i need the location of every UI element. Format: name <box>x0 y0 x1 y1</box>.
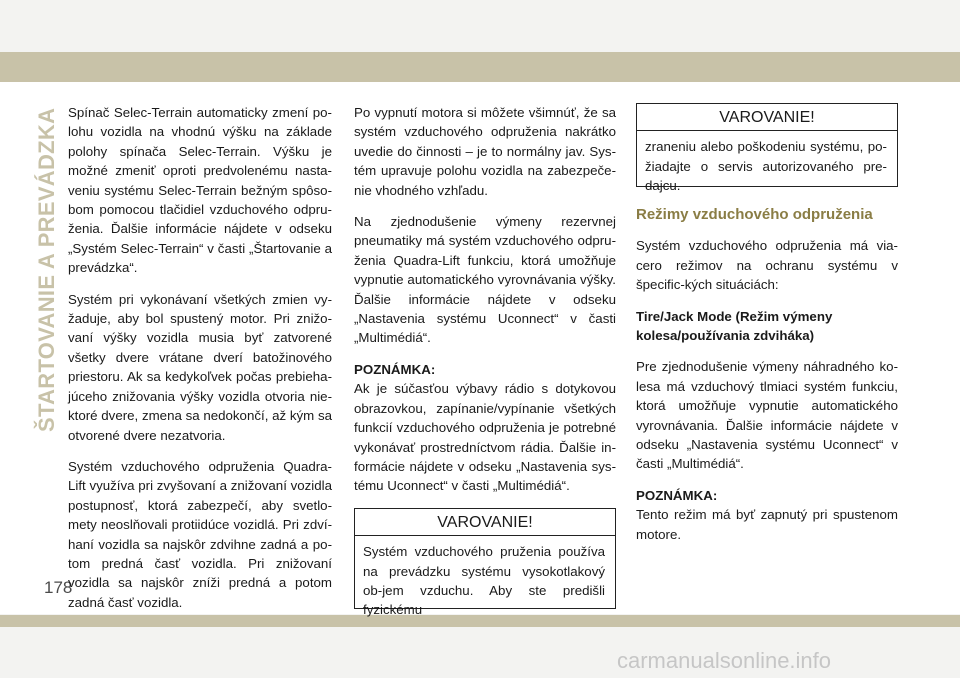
chapter-side-title: ŠTARTOVANIE A PREVÁDZKA <box>34 107 59 432</box>
warning-box <box>354 508 616 618</box>
header-stripe <box>0 52 960 82</box>
paragraph: Systém vzduchového odpruženia Quadra-Lift využíva pri zvyšovaní a znižovaní vozidla postupnosť, ktorá zabezpečí, aby svetlo-mety neoslňovali protiidúce vozidlá. Pri zdví-haní vozidla sa najskôr zdvihne zadná a po-tom predná časť vozidla. Pri znižovaní vozidla sa najskôr zníži predná a potom zadná časť vozidla. <box>68 458 332 610</box>
note-heading: POZNÁMKA: <box>354 361 436 377</box>
column-1 <box>68 103 332 624</box>
subsection-heading: Tire/Jack Mode (Režim výmeny kolesa/používania zdviháka) <box>636 308 833 344</box>
section-heading: Režimy vzduchového odpruženia <box>636 206 873 223</box>
column-3 <box>636 103 898 556</box>
note-text: Ak je súčasťou výbavy rádio s dotykovou obrazovkou, zapínanie/vypínanie všetkých funkcií vzduchového odpruženia je potrebné vykonávať prostredníctvom rádia. Ďalšie in-formácie nájdete v odseku „Nastavenia sys-tému Uconnect“ v časti „Multimédiá“. <box>354 381 616 494</box>
paragraph: Systém pri vykonávaní všetkých zmien vy-žaduje, aby bol spustený motor. Pri znižo-vaní výšky vozidla musia byť zatvorené všetky dvere vrátane dverí batožinového priestoru. Ak sa kedykoľvek počas prebieha-júceho znižovania výšky vozidla otvoria nie-ktoré dvere, zmena sa nedokončí, až kým sa otvorené dvere nezatvoria. <box>68 291 332 443</box>
note-heading: POZNÁMKA: <box>636 487 718 503</box>
paragraph: Systém vzduchového odpruženia má via-cero režimov na ochranu systému v špecific-kých situáciách: <box>636 238 898 293</box>
warning-text: Systém vzduchového pruženia používa na prevádzku systému vysokotlakový ob-jem vzduchu. Aby ste predišli fyzickému <box>363 544 605 618</box>
warning-text: zraneniu alebo poškodeniu systému, po-žiadajte o servis autorizovaného pre-dajcu. <box>645 139 887 194</box>
watermark: carmanualsonline.info <box>617 648 832 673</box>
paragraph: Po vypnutí motora si môžete všimnúť, že sa systém vzduchového odpruženia nakrátko uvedie do činnosti – je to normálny jav. Sys-tém upravuje polohu vozidla na zabezpeče-nie vhodného vzhľadu. <box>354 105 616 198</box>
warning-box-continued <box>636 103 898 194</box>
paragraph: Na zjednodušenie výmeny rezervnej pneumatiky má systém vzduchového odpru-ženia Quadra-Lift funkciu, ktorá umožňuje vypnutie automatického vyrovnávania výšky. Ďalšie informácie nájdete v odseku „Nastavenia systému Uconnect“ v časti „Multimédiá“. <box>354 214 616 346</box>
warning-title: VAROVANIE! <box>637 104 897 131</box>
paragraph: Spínač Selec-Terrain automaticky zmení po-lohu vozidla na vhodnú výšku na základe polohy spínača Selec-Terrain. Výšku je možné zmeniť oproti predvolenému nasta-veniu systému Selec-Terrain bežným spôso-bom pomocou tlačidiel vzduchového odpru-ženia. Ďalšie informácie nájdete v odseku „Systém Selec-Terrain“ v časti „Štartovanie a prevádzka“. <box>68 105 332 276</box>
warning-title: VAROVANIE! <box>355 509 615 536</box>
column-2 <box>354 103 616 618</box>
page-number: 178 <box>44 578 73 597</box>
note-text: Tento režim má byť zapnutý pri spustenom motore. <box>636 507 898 542</box>
paragraph: Pre zjednodušenie výmeny náhradného ko-lesa má vzduchový tlmiaci systém funkciu, ktorá umožňuje vypnutie automatického vyrovnávania. Ďalšie informácie nájdete v odseku „Nastavenia systému Uconnect“ v časti „Multimédiá“. <box>636 359 898 472</box>
